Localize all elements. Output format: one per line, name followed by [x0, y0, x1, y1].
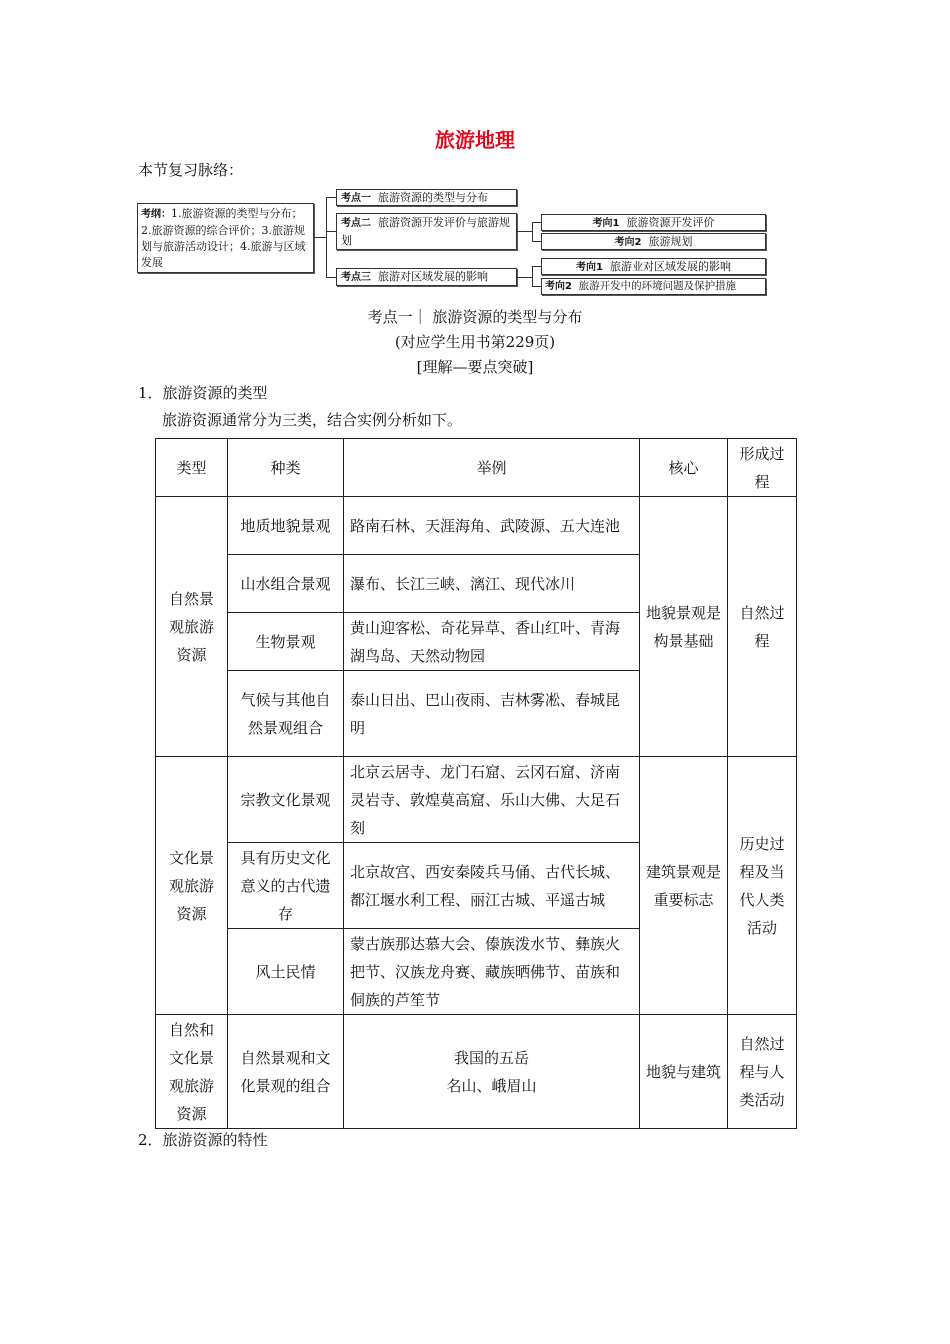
table-header-row — [156, 439, 797, 497]
point-box-2 — [336, 213, 517, 250]
header-cell: 种类 — [228, 439, 344, 497]
kind-cell: 具有历史文化意义的古代遗存 — [228, 843, 344, 929]
header-cell: 形成过程 — [728, 439, 797, 497]
kind-cell: 气候与其他自然景观组合 — [228, 671, 344, 757]
kind-cell: 生物景观 — [228, 613, 344, 671]
syllabus-text: 1.旅游资源的类型与分布；2.旅游资源的综合评价；3.旅游规划与旅游活动设计；4.旅游与区域发展 — [141, 207, 306, 269]
sub-box-2-1 — [541, 214, 766, 231]
page-title: 旅游地理 — [435, 128, 515, 152]
example-cell: 黄山迎客松、奇花异草、香山红叶、青海湖鸟岛、天然动物园 — [344, 613, 640, 671]
type-cell: 文化景观旅游资源 — [156, 757, 228, 1015]
sub-tag-3-1: 考向1 — [576, 262, 603, 273]
intro-paragraph: 旅游资源通常分为三类，结合实例分析如下。 — [162, 411, 463, 429]
header-cell: 类型 — [156, 439, 228, 497]
table-row — [156, 1015, 797, 1129]
example-cell: 蒙古族那达慕大会、傣族泼水节、彝族火把节、汉族龙舟赛、藏族晒佛节、苗族和侗族的芦笙节 — [344, 929, 640, 1015]
table-row — [156, 497, 797, 555]
syllabus-tag: 考纲： — [141, 209, 171, 220]
example-line: 我国的五岳 — [453, 1048, 529, 1067]
kind-cell: 宗教文化景观 — [228, 757, 344, 843]
process-cell: 自然过程 — [728, 497, 797, 757]
review-outline-label: 本节复习脉络： — [138, 161, 244, 179]
point-text-2: 旅游资源开发评价与旅游规划 — [341, 216, 510, 247]
point-tag-3: 考点三 — [341, 272, 371, 283]
header-cell: 核心 — [640, 439, 728, 497]
point-text-3: 旅游对区域发展的影响 — [378, 270, 488, 283]
example-cell: 北京故宫、西安秦陵兵马俑、古代长城、都江堰水利工程、丽江古城、平遥古城 — [344, 843, 640, 929]
section-reference: (对应学生用书第229页) — [394, 333, 556, 351]
sub-tag-2-2: 考向2 — [614, 237, 642, 248]
example-cell: 泰山日出、巴山夜雨、吉林雾凇、春城昆明 — [344, 671, 640, 757]
sub-text-2-2: 旅游规划 — [648, 235, 693, 248]
sub-box-3-2 — [541, 278, 766, 295]
point-tag-2: 考点二 — [341, 218, 371, 229]
sub-box-2-2 — [541, 233, 766, 250]
sub-tag-2-1: 考向1 — [592, 218, 620, 229]
point-tag-1: 考点一 — [341, 193, 371, 204]
point-text-1: 旅游资源的类型与分布 — [378, 191, 488, 204]
process-cell: 历史过程及当代人类活动 — [728, 757, 797, 1015]
type-cell: 自然和文化景观旅游资源 — [156, 1015, 228, 1129]
point-box-3 — [336, 268, 517, 286]
resource-type-table — [155, 438, 797, 1129]
kind-cell: 地质地貌景观 — [228, 497, 344, 555]
kind-cell: 风土民情 — [228, 929, 344, 1015]
example-cell: 路南石林、天涯海角、武陵源、五大连池 — [344, 497, 640, 555]
sub-text-2-1: 旅游资源开发评价 — [626, 216, 715, 229]
kind-cell: 自然景观和文化景观的组合 — [228, 1015, 344, 1129]
sub-text-3-1: 旅游业对区域发展的影响 — [609, 260, 731, 273]
example-cell: 瀑布、长江三峡、漓江、现代冰川 — [344, 555, 640, 613]
type-cell: 自然景观旅游资源 — [156, 497, 228, 757]
sub-tag-3-2: 考向2 — [545, 281, 572, 292]
process-cell: 自然过程与人类活动 — [728, 1015, 797, 1129]
core-cell: 地貌景观是构景基础 — [640, 497, 728, 757]
sub-text-3-2: 旅游开发中的环境问题及保护措施 — [578, 280, 737, 292]
syllabus-box — [137, 203, 314, 273]
sub-box-3-1 — [541, 258, 766, 275]
example-cell — [344, 1015, 640, 1129]
item-heading-1: 1．旅游资源的类型 — [138, 384, 268, 402]
point-box-1 — [336, 189, 517, 206]
table-row — [156, 757, 797, 843]
core-cell: 建筑景观是重要标志 — [640, 757, 728, 1015]
item-heading-2: 2．旅游资源的特性 — [138, 1131, 268, 1149]
kind-cell: 山水组合景观 — [228, 555, 344, 613]
section-tag: [理解—要点突破] — [416, 358, 534, 376]
core-cell: 地貌与建筑 — [640, 1015, 728, 1129]
section-heading: 考点一｜ 旅游资源的类型与分布 — [367, 308, 583, 326]
example-line: 名山、峨眉山 — [446, 1076, 537, 1095]
example-cell: 北京云居寺、龙门石窟、云冈石窟、济南灵岩寺、敦煌莫高窟、乐山大佛、大足石刻 — [344, 757, 640, 843]
header-cell: 举例 — [344, 439, 640, 497]
